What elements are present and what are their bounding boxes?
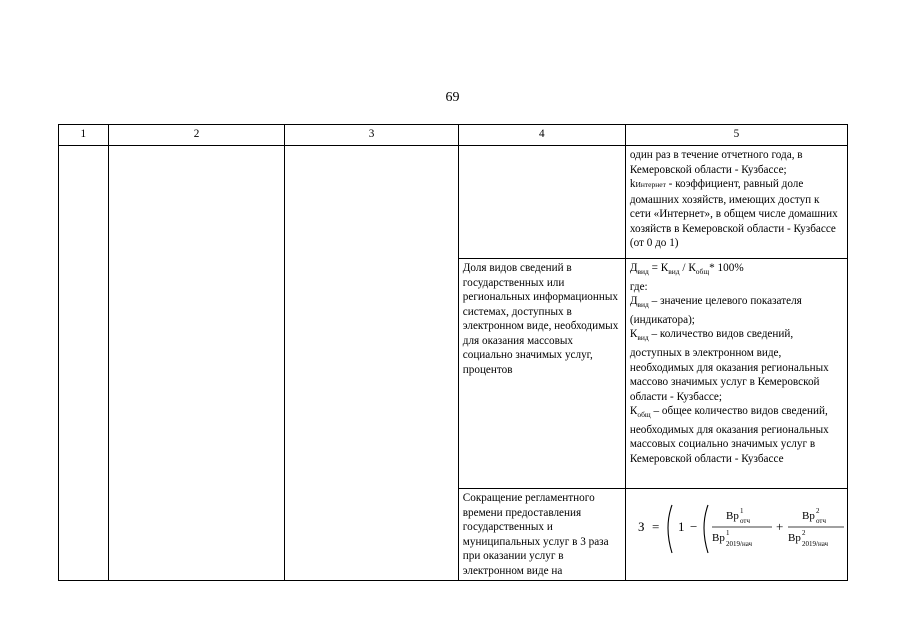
formula-graphic (636, 497, 864, 557)
header-col-4: 4 (458, 125, 625, 146)
frac2-num: Вр (801, 510, 815, 522)
where-label: где: (629, 280, 648, 293)
header-col-5: 5 (625, 125, 847, 146)
frac1-den-sup: 1 (725, 529, 730, 537)
row1-col3 (285, 146, 458, 581)
frac1-num-sub: отч (739, 517, 750, 525)
frac1-num: Вр (725, 510, 739, 522)
formula-one: 1 (677, 519, 685, 534)
page-number: 69 (445, 90, 460, 105)
frac2-den-sup: 2 (801, 529, 806, 537)
row1-col1 (59, 146, 109, 581)
frac2-num-sub: отч (815, 517, 826, 525)
row3-col5-formula (625, 489, 864, 581)
left-paren-outer (668, 505, 672, 553)
formula-line: $Д_{вид} = К_{вид} / К_{общ}*$ 100% (629, 262, 744, 277)
row1-col4 (458, 146, 625, 259)
row1-text-line1: один раз в течение отчетного года, в Кемеровской области - Кузбассе; (629, 149, 803, 176)
table-header-row (59, 125, 848, 146)
frac2-num-sup: 2 (815, 507, 820, 515)
formula-eq: = (651, 519, 660, 534)
document-table (58, 124, 864, 581)
row2-col4-indicator: Доля видов сведений в государственных или региональных информационных системах, доступных в электронном виде, необходимых для оказания массовых социально значимых услуг, процентов (458, 259, 625, 489)
definition-d: $Д_{вид}$ – значение целевого показателя (индикатора); (629, 295, 802, 326)
formula-continuation: + ·· (846, 522, 864, 534)
row1-col2 (108, 146, 285, 581)
left-paren-inner (704, 505, 708, 553)
definition-kvid: $К_{вид}$ – количество видов сведений, доступных в электронном виде, необходимых для оказания региональных массово значимых услуг в Кемеровской области - Кузбассе; (629, 328, 829, 403)
frac2-den-sub: 2019/нач (801, 540, 828, 548)
header-col-3: 3 (285, 125, 458, 146)
definition-kobsh: $К_{общ}$ – общее количество видов сведений, необходимых для оказания региональных массовых социально значимых услуг в Кемеровской области - Кузбассе (629, 405, 829, 465)
row1-k-definition: kИнтернет - коэффициент, равный доле домашних хозяйств, имеющих доступ к сети «Интернет», в общем числе домашних хозяйств в Кемеровской области - Кузбассе (от 0 до 1) (629, 178, 838, 249)
row2-col5-method (625, 259, 847, 489)
header-col-2: 2 (108, 125, 285, 146)
formula-plus: + (775, 519, 784, 534)
frac1-den: Вр (711, 532, 725, 544)
row3-col4-indicator: Сокращение регламентного времени предоставления государственных и муниципальных услуг в 3 раза при оказании услуг в электронном виде на (458, 489, 625, 581)
formula-minus: − (689, 519, 698, 534)
table-row (59, 146, 848, 259)
formula-lhs: З (637, 519, 645, 534)
frac1-num-sup: 1 (739, 507, 744, 515)
row1-col5 (625, 146, 847, 259)
frac2-den: Вр (787, 532, 801, 544)
header-col-1: 1 (59, 125, 109, 146)
frac1-den-sub: 2019/нач (725, 540, 752, 548)
